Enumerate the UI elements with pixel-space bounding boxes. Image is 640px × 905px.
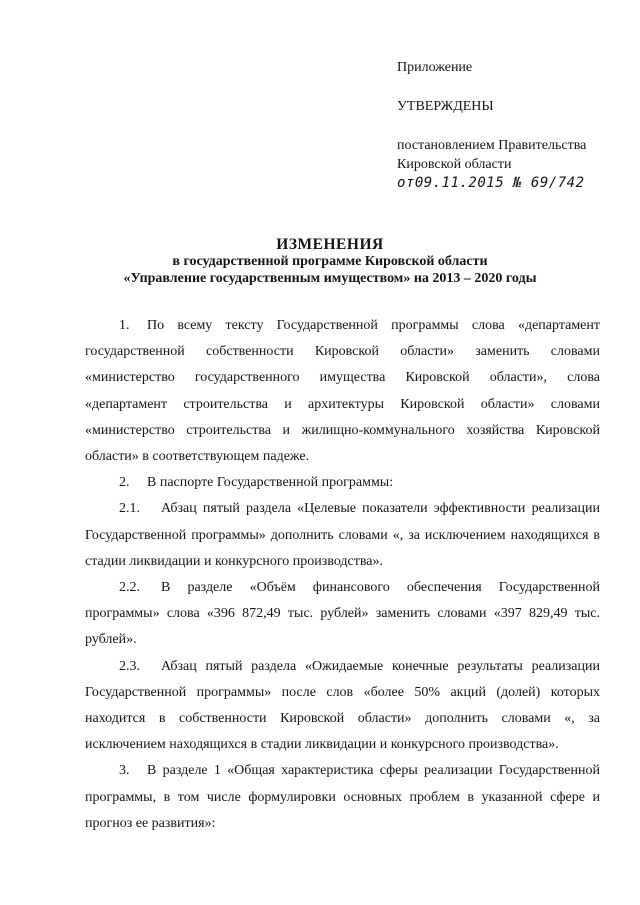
paragraph-number: 2.3. (119, 658, 140, 674)
decree-reference: от09.11.2015 № 69/742 (397, 175, 585, 191)
paragraph-2-2 (85, 575, 600, 654)
title-line-3: «Управление государственным имуществом» на 2013 – 2020 годы (123, 271, 537, 286)
document-body (85, 313, 600, 837)
paragraph-number: 2. (119, 475, 130, 491)
title-line-2: в государственной программе Кировской области (172, 254, 488, 269)
paragraph-number: 3. (119, 763, 130, 779)
paragraph-2-1 (85, 496, 600, 575)
paragraph-text: В разделе «Объём финансового обеспечения Государственной программы» слова «396 872,49 тыс. рублей» заменить словами «397 829,49 тыс. рублей». (85, 580, 600, 648)
paragraph-text: В разделе 1 «Общая характеристика сферы реализации Государственной программы, в том числе формулировки основных проблем в указанной сфере и прогноз ее развития»: (85, 763, 600, 831)
title-heading: ИЗМЕНЕНИЯ (276, 236, 384, 253)
paragraph-number: 1. (119, 318, 130, 333)
paragraph-text: По всему тексту Государственной программы слова «департамент государственной собственности Кировской области» заменить словами «министерство государственного имущества Кировской области», слова «департамент строительства и архитектуры Кировской области» словами «министерство строительства и жилищно-коммунального хозяйства Кировской области» в соответствующем падеже. (85, 318, 600, 465)
decree-line-1: постановлением Правительства (397, 138, 587, 153)
paragraph-text: Абзац пятый раздела «Целевые показатели эффективности реализации Государственной программы» дополнить словами «, за исключением находящихся в стадии ликвидации и конкурсного производства». (85, 501, 600, 569)
paragraph-2-3 (85, 654, 600, 759)
paragraph-3 (85, 758, 600, 837)
approval-stamp (397, 58, 627, 193)
paragraph-text: Абзац пятый раздела «Ожидаемые конечные результаты реализации Государственной программы» после слов «более 50% акций (долей) которых находится в собственности Кировской области» дополнить словами «, за исключением находящихся в стадии ликвидации и конкурсного производства». (85, 658, 600, 753)
decree-line-2: Кировской области (397, 157, 512, 172)
paragraph-number: 2.2. (119, 580, 140, 596)
document-title (60, 236, 600, 287)
paragraph-1 (85, 313, 600, 470)
paragraph-2 (85, 470, 600, 496)
paragraph-number: 2.1. (119, 501, 140, 517)
approved-label: УТВЕРЖДЕНЫ (397, 99, 494, 114)
appendix-label: Приложение (397, 60, 473, 75)
paragraph-text: В паспорте Государственной программы: (147, 475, 394, 491)
